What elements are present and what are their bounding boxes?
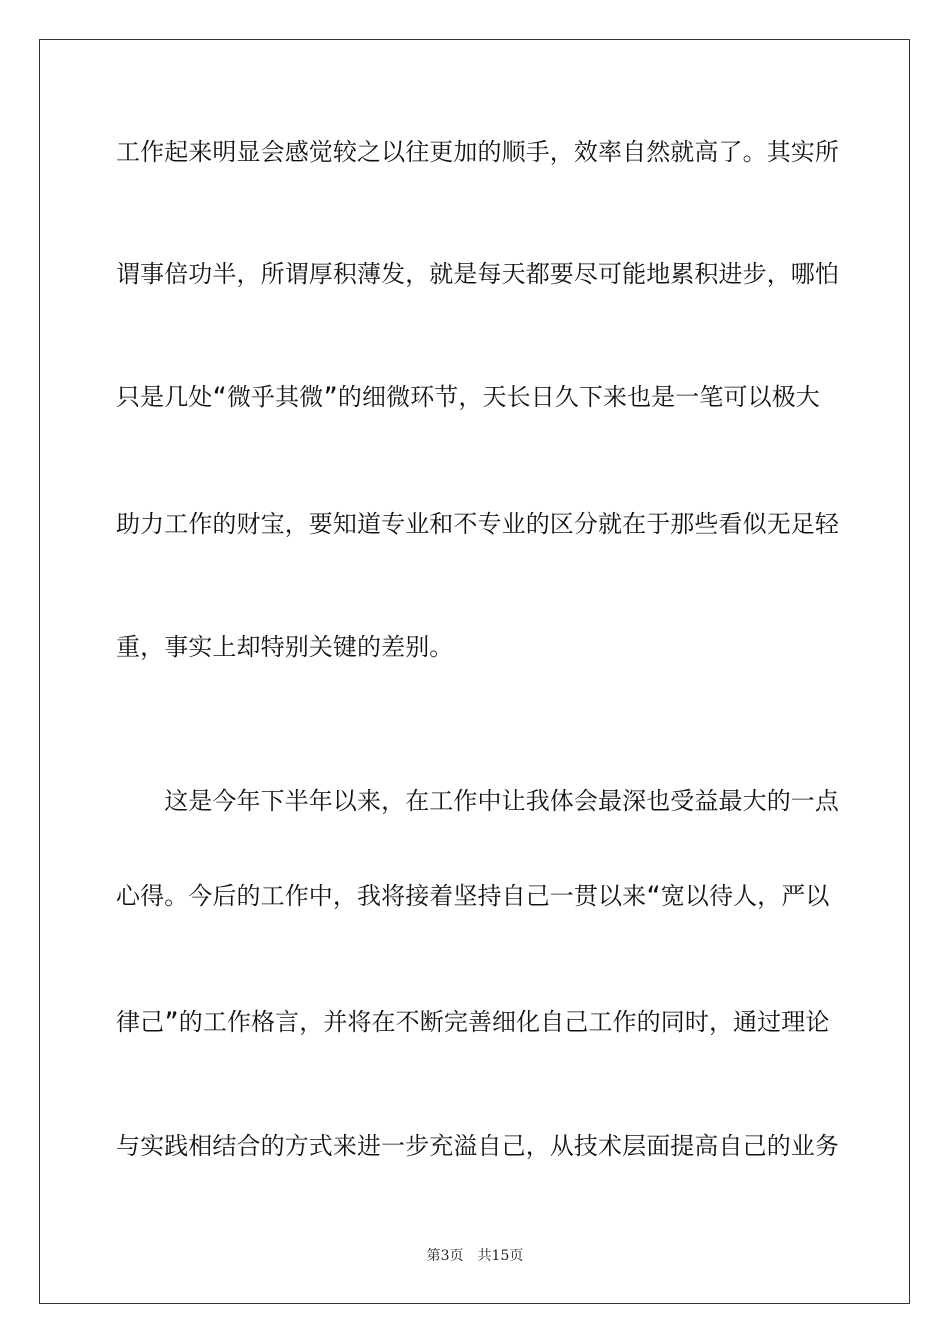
page-number: 第3页 (426, 1248, 464, 1264)
body-text-line: 与实践相结合的方式来进一步充溢自己，从技术层面提高自己的业务 (116, 1132, 839, 1160)
body-text-line: 谓事倍功半，所谓厚积薄发，就是每天都要尽可能地累积进步，哪怕 (116, 260, 839, 288)
page-total: 共15页 (477, 1248, 524, 1264)
body-text-line: 只是几处“微乎其微”的细微环节，天长日久下来也是一笔可以极大 (116, 383, 820, 411)
page-footer (0, 1247, 950, 1265)
body-text-line: 重，事实上却特别关键的差别。 (116, 633, 454, 661)
body-text-line: 心得。今后的工作中，我将接着坚持自己一贯以来“宽以待人，严以 (116, 882, 830, 910)
body-text-line: 律己”的工作格言，并将在不断完善细化自己工作的同时，通过理论 (116, 1008, 830, 1036)
body-text-line: 助力工作的财宝，要知道专业和不专业的区分就在于那些看似无足轻 (116, 510, 839, 538)
body-text-line: 这是今年下半年以来，在工作中让我体会最深也受益最大的一点 (116, 787, 839, 815)
body-text-line: 工作起来明显会感觉较之以往更加的顺手，效率自然就高了。其实所 (116, 138, 839, 166)
page-border (39, 39, 910, 1304)
